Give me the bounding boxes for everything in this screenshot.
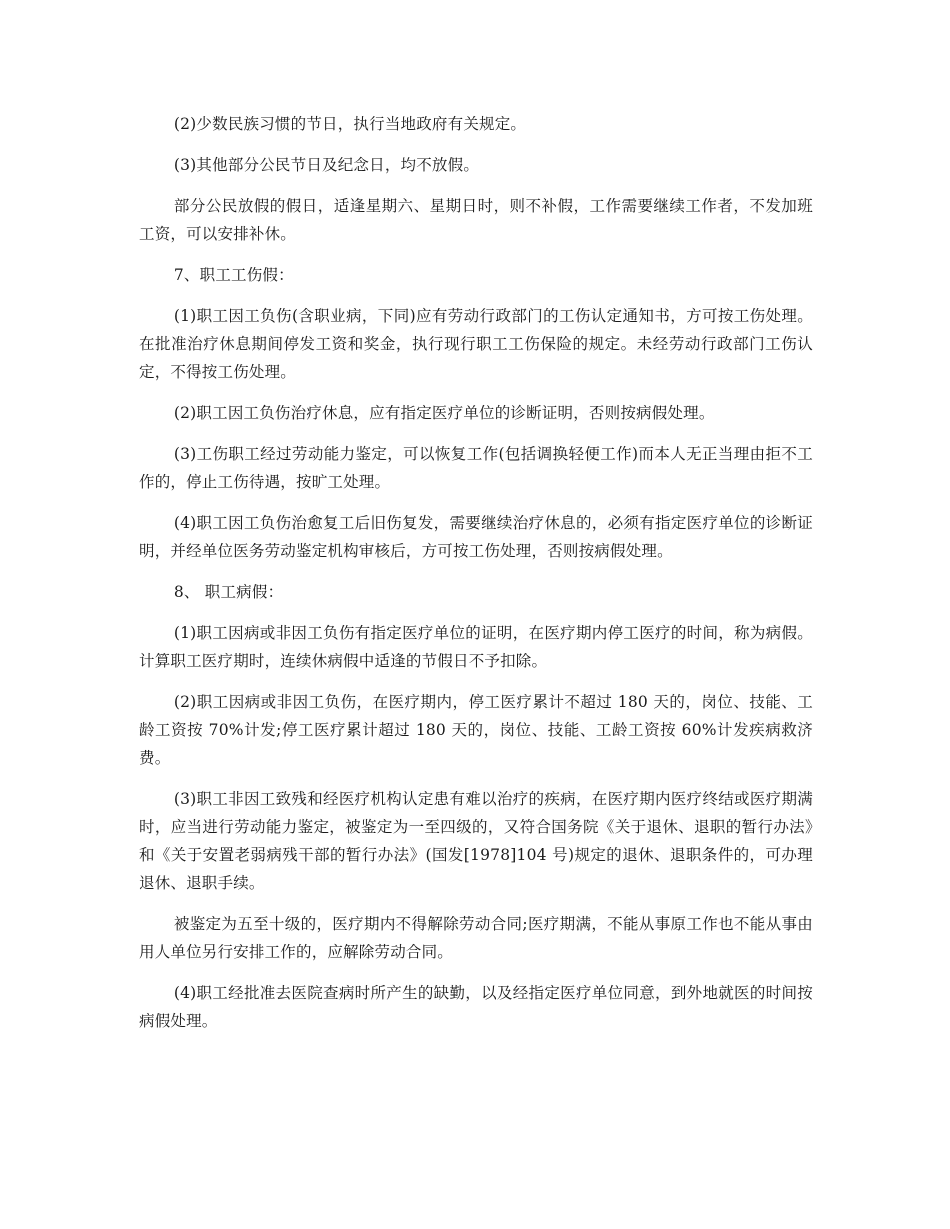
- paragraph-sick-4: (4)职工经批准去医院查病时所产生的缺勤，以及经指定医疗单位同意，到外地就医的时间按病假处理。: [139, 984, 813, 1030]
- paragraph-sick-3: (3)职工非因工致残和经医疗机构认定患有难以治疗的疾病，在医疗期内医疗终结或医疗期满时，应当进行劳动能力鉴定，被鉴定为一至四级的，又符合国务院《关于退休、退职的暂行办法》和《关于安置老弱病残干部的暂行办法》(国发[1978]104 号)规定的退休、退职条件的，可办理退休、退职手续。: [139, 790, 813, 892]
- paragraph-injury-4: (4)职工因工负伤治愈复工后旧伤复发，需要继续治疗休息的，必须有指定医疗单位的诊断证明，并经单位医务劳动鉴定机构审核后，方可按工伤处理，否则按病假处理。: [139, 514, 813, 560]
- section-heading-work-injury-leave: 7、职工工伤假：: [173, 266, 294, 284]
- paragraph-sick-1: (1)职工因病或非因工负伤有指定医疗单位的证明，在医疗期内停工医疗的时间，称为病假。计算职工医疗期时，连续休病假中适逢的节假日不予扣除。: [139, 624, 813, 670]
- paragraph-weekend-rule: 部分公民放假的假日，适逢星期六、星期日时，则不补假，工作需要继续工作者，不发加班工资，可以安排补休。: [139, 197, 813, 243]
- paragraph-injury-1: (1)职工因工负伤(含职业病，下同)应有劳动行政部门的工伤认定通知书，方可按工伤处理。在批准治疗休息期间停发工资和奖金，执行现行职工工伤保险的规定。未经劳动行政部门工伤认定，不得按工伤处理。: [139, 307, 813, 381]
- paragraph-sick-3-continued: 被鉴定为五至十级的，医疗期内不得解除劳动合同;医疗期满，不能从事原工作也不能从事由用人单位另行安排工作的，应解除劳动合同。: [139, 915, 813, 961]
- paragraph-injury-3: (3)工伤职工经过劳动能力鉴定，可以恢复工作(包括调换轻便工作)而本人无正当理由拒不工作的，停止工伤待遇，按旷工处理。: [139, 445, 813, 491]
- paragraph-other-holidays: (3)其他部分公民节日及纪念日，均不放假。: [173, 156, 480, 174]
- paragraph-injury-2: (2)职工因工负伤治疗休息，应有指定医疗单位的诊断证明，否则按病假处理。: [173, 404, 715, 422]
- paragraph-sick-2: (2)职工因病或非因工负伤，在医疗期内，停工医疗累计不超过 180 天的，岗位、技能、工龄工资按 70%计发;停工医疗累计超过 180 天的，岗位、技能、工龄工资按 60%计发疾病救济费。: [139, 693, 813, 767]
- document-body: [139, 110, 813, 1048]
- paragraph-minority-holidays: (2)少数民族习惯的节日，执行当地政府有关规定。: [173, 115, 527, 133]
- section-heading-sick-leave: 8、 职工病假：: [173, 583, 284, 601]
